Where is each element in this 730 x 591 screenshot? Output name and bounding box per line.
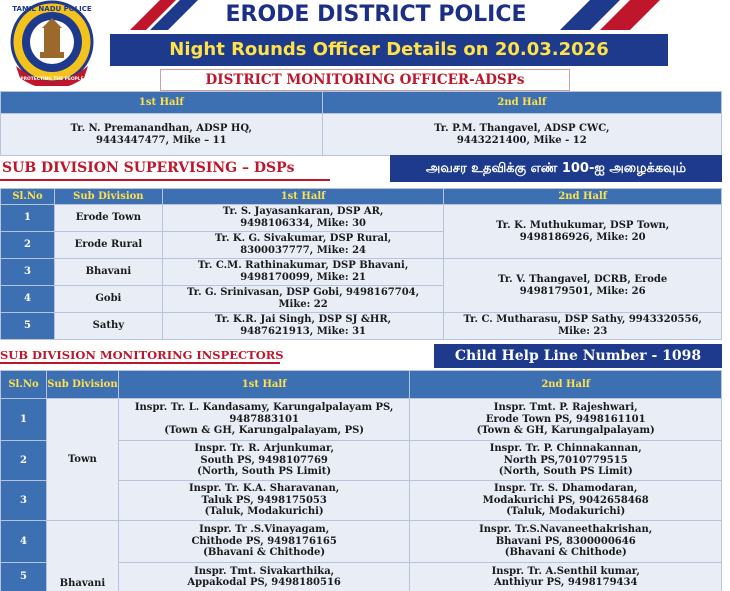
column-header-first-half: 1st Half xyxy=(118,371,410,399)
column-header-first-half: 1st Half xyxy=(1,92,323,114)
second-half-officer xyxy=(444,205,722,259)
second-half-inspector xyxy=(410,441,722,481)
right-stripes-decoration xyxy=(560,0,678,30)
logo-top-text: TAMIL NADU POLICE xyxy=(12,5,92,13)
row-number: 3 xyxy=(1,481,47,521)
officer-line: 9487621913, Mike: 31 xyxy=(240,326,366,337)
inspector-line: Inspr. Tmt. P. Rajeshwari, xyxy=(493,402,638,414)
inspector-line: (Taluk, Modakurichi) xyxy=(506,506,626,518)
officer-line: 9443221400, Mike - 12 xyxy=(456,134,587,146)
inspector-line: (Town & GH, Karungalpalayam) xyxy=(476,425,655,437)
second-half-officer xyxy=(444,313,722,340)
officer-line: Tr. V. Thangavel, DCRB, Erode xyxy=(498,273,668,285)
first-half-officer xyxy=(162,205,444,232)
officer-line: Tr. K.R. Jai Singh, DSP SJ &HR, xyxy=(215,314,392,325)
inspector-line: South PS, 9498107769 xyxy=(200,454,328,466)
second-half-inspector xyxy=(410,481,722,521)
column-header-second-half: 2nd Half xyxy=(410,371,722,399)
column-header-slno: Sl.No xyxy=(1,371,47,399)
row-number: 1 xyxy=(1,205,55,232)
column-header-second-half: 2nd Half xyxy=(444,189,722,205)
left-stripes-decoration xyxy=(118,0,198,30)
first-half-officer xyxy=(1,114,323,156)
page-subtitle: Night Rounds Officer Details on 20.03.2026 xyxy=(110,34,668,66)
sub-division-name: Erode Rural xyxy=(54,232,162,259)
officer-line: Tr. N. Premanandhan, ADSP HQ, xyxy=(70,122,253,134)
tamilnadu-police-emblem-icon xyxy=(6,0,98,86)
inspector-line: Inspr. Tr. A.Senthil kumar, xyxy=(491,565,640,577)
officer-line: Tr. P.M. Thangavel, ADSP CWC, xyxy=(434,122,610,134)
sub-division-town: Town xyxy=(46,399,118,521)
inspector-line: Inspr. Tr. L. Kandasamy, Karungalpalayam PS, xyxy=(134,402,394,414)
column-header-first-half: 1st Half xyxy=(162,189,444,205)
inspector-line: Chithode PS, 9498176165 xyxy=(191,535,337,547)
row-number: 1 xyxy=(1,399,47,441)
sub-division-label: Bhavani xyxy=(59,577,106,589)
first-half-inspector xyxy=(118,399,410,441)
table-row xyxy=(1,259,722,286)
document-header xyxy=(0,0,730,92)
officer-line: 8300037777, Mike: 24 xyxy=(240,245,366,256)
officer-line: Tr. G. Srinivasan, DSP Gobi, 9498167704, xyxy=(187,287,420,298)
column-header-second-half: 2nd Half xyxy=(322,92,721,114)
inspector-line: (Town & GH, Karungalpalayam, PS) xyxy=(164,425,365,437)
officer-line: Tr. K. G. Sivakumar, DSP Rural, xyxy=(214,233,392,244)
inspector-line: Inspr. Tr. R. Arjunkumar, xyxy=(194,443,334,455)
inspector-line: Inspr. Tmt. Sivakarthika, xyxy=(194,565,335,577)
second-half-officer xyxy=(444,259,722,313)
first-half-officer xyxy=(162,259,444,286)
first-half-inspector xyxy=(118,521,410,563)
inspector-line: Inspr. Tr.S.Navaneethakrishan, xyxy=(479,524,653,536)
district-monitoring-title: DISTRICT MONITORING OFFICER-ADSPs xyxy=(160,69,570,91)
officer-line: Tr. S. Jayasankaran, DSP AR, xyxy=(222,206,384,217)
row-number: 4 xyxy=(1,286,55,313)
first-half-inspector xyxy=(118,563,410,591)
officer-line: 9498186926, Mike: 20 xyxy=(519,231,646,243)
inspector-line: 9487883101 xyxy=(229,413,299,425)
officer-line: Tr. C. Mutharasu, DSP Sathy, 9943320556, xyxy=(463,314,702,325)
page-title: ERODE DISTRICT POLICE xyxy=(225,2,527,27)
column-header-slno: Sl.No xyxy=(1,189,55,205)
row-number: 3 xyxy=(1,259,55,286)
inspector-line: Appakodal PS, 9498180516 xyxy=(187,577,341,588)
officer-line: Tr. C.M. Rathinakumar, DSP Bhavani, xyxy=(197,260,409,271)
sub-division-name: Sathy xyxy=(54,313,162,340)
dsp-table xyxy=(0,188,722,340)
table-row xyxy=(1,313,722,340)
officer-line: 9498170099, Mike: 21 xyxy=(240,272,366,283)
inspector-line: Taluk PS, 9498175053 xyxy=(201,494,327,506)
inspector-line: Erode Town PS, 9498161101 xyxy=(485,413,646,425)
second-half-inspector xyxy=(410,399,722,441)
sub-division-name: Bhavani xyxy=(54,259,162,286)
inspector-line: Inspr. Tr. S. Dhamodaran, xyxy=(494,483,638,495)
inspector-line: (North, South PS Limit) xyxy=(498,466,633,478)
column-header-sub-division: Sub Division xyxy=(54,189,162,205)
inspector-section-title: SUB DIVISION MONITORING INSPECTORS xyxy=(0,348,284,362)
officer-line: Tr. K. Muthukumar, DSP Town, xyxy=(496,219,670,231)
inspector-line: (Taluk, Modakurichi) xyxy=(204,506,324,518)
sub-division-name: Gobi xyxy=(54,286,162,313)
inspector-table xyxy=(0,370,722,591)
inspector-line: Inspr. Tr. P. Chinnakannan, xyxy=(489,443,642,455)
district-monitoring-table xyxy=(0,91,722,156)
sub-division-name: Erode Town xyxy=(54,205,162,232)
table-row xyxy=(1,399,722,441)
inspector-line: (Bhavani & Chithode) xyxy=(504,547,627,559)
first-half-inspector xyxy=(118,441,410,481)
row-number: 5 xyxy=(1,313,55,340)
inspector-line: Bhavani PS, 8300000646 xyxy=(495,535,636,547)
row-number: 5 xyxy=(1,563,47,591)
first-half-officer xyxy=(162,286,444,313)
table-row xyxy=(1,205,722,232)
dsp-section-title: SUB DIVISION SUPERVISING – DSPs xyxy=(0,157,330,181)
second-half-inspector xyxy=(410,521,722,563)
officer-line: 9498179501, Mike: 26 xyxy=(519,285,646,297)
first-half-inspector xyxy=(118,481,410,521)
first-half-officer xyxy=(162,313,444,340)
sub-division-bhavani xyxy=(46,521,118,591)
officer-line: 9498106334, Mike: 30 xyxy=(240,218,366,229)
first-half-officer xyxy=(162,232,444,259)
inspector-line: (North, South PS Limit) xyxy=(197,466,332,478)
table-row xyxy=(1,521,722,563)
inspector-line: Inspr. Tr .S.Vinayagam, xyxy=(199,524,330,536)
emergency-100-banner: அவசர உதவிக்கு எண் 100-ஐ அழைக்கவும் xyxy=(390,155,722,182)
second-half-inspector xyxy=(410,563,722,591)
inspector-line: Inspr. Tr. K.A. Sharavanan, xyxy=(188,483,340,495)
inspector-line: Anthiyur PS, 9498179434 xyxy=(493,577,638,588)
inspector-line: (Bhavani & Chithode) xyxy=(203,547,326,559)
second-half-officer xyxy=(322,114,721,156)
officer-line: 9443447477, Mike – 11 xyxy=(95,134,227,146)
row-number: 4 xyxy=(1,521,47,563)
row-number: 2 xyxy=(1,232,55,259)
inspector-line: Modakurichi PS, 9042658468 xyxy=(482,494,649,506)
child-helpline-banner: Child Help Line Number - 1098 xyxy=(434,344,722,368)
column-header-sub-division: Sub Division xyxy=(46,371,118,399)
inspector-line: North PS,7010779515 xyxy=(503,454,628,466)
officer-line: Mike: 22 xyxy=(278,299,328,310)
logo-bottom-text: PROTECTING THE PEOPLE xyxy=(20,77,84,82)
row-number: 2 xyxy=(1,441,47,481)
officer-line: Mike: 23 xyxy=(558,326,608,337)
